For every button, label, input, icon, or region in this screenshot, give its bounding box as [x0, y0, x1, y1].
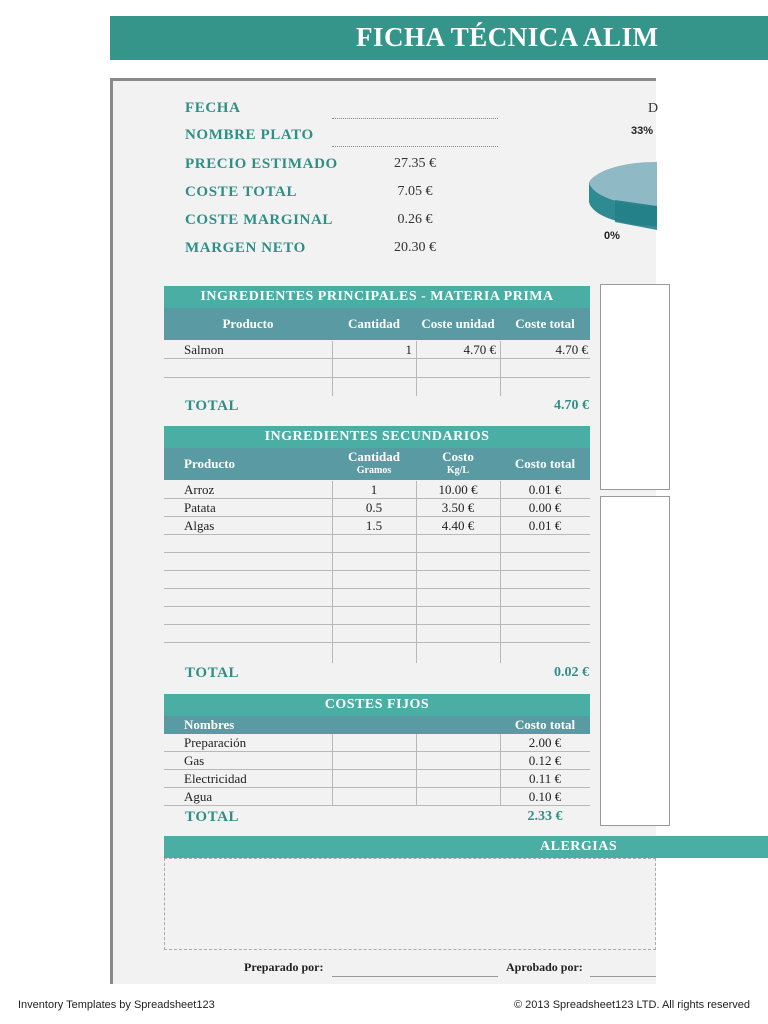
- table-row[interactable]: [164, 770, 590, 788]
- page-title: FICHA TÉCNICA ALIM: [356, 22, 659, 52]
- secundarios-total-value: 0.02 €: [554, 665, 589, 680]
- secundarios-col-costo-total: Costo total: [514, 456, 576, 471]
- cell-costo-total: 0.00 €: [528, 500, 562, 515]
- table-row[interactable]: [164, 535, 590, 553]
- footer-right: © 2013 Spreadsheet123 LTD. All rights reserved: [514, 999, 750, 1011]
- pie-chart: [585, 160, 657, 240]
- preparado-label: Preparado por:: [244, 960, 324, 974]
- alergias-field[interactable]: [164, 858, 656, 950]
- alergias-header: [164, 836, 768, 858]
- cell-costo-total: 0.11 €: [528, 771, 562, 786]
- precio-estimado-label: PRECIO ESTIMADO: [185, 156, 338, 172]
- fecha-field[interactable]: [332, 118, 498, 119]
- cell-producto: Salmon: [184, 342, 224, 357]
- table-row[interactable]: [164, 481, 590, 499]
- divider: [500, 481, 501, 663]
- secundarios-col-head: [164, 448, 590, 480]
- table-row[interactable]: [164, 571, 590, 589]
- coste-total-value: 7.05 €: [397, 184, 433, 199]
- table-row[interactable]: [164, 379, 590, 397]
- principales-total-label: TOTAL: [185, 398, 240, 414]
- divider: [416, 734, 417, 806]
- table-row[interactable]: [164, 752, 590, 770]
- cell-nombre: Gas: [184, 753, 205, 768]
- coste-marginal-label: COSTE MARGINAL: [185, 212, 333, 228]
- aprobado-label: Aprobado por:: [506, 960, 583, 974]
- table-row[interactable]: [164, 360, 590, 378]
- alergias-title: ALERGIAS: [540, 839, 618, 854]
- principales-total-value: 4.70 €: [554, 398, 589, 413]
- fijos-header: COSTES FIJOS: [164, 694, 590, 716]
- cell-costo-total: 2.00 €: [528, 735, 562, 750]
- aprobado-field[interactable]: [590, 976, 656, 977]
- principales-col-cantidad: Cantidad: [347, 316, 401, 331]
- cell-costo-total: 0.10 €: [528, 789, 562, 804]
- pie-label-0: 0%: [604, 230, 620, 242]
- table-row[interactable]: [164, 788, 590, 806]
- margen-neto-value: 20.30 €: [394, 240, 436, 255]
- cell-costo-total: 0.01 €: [528, 518, 562, 533]
- cell-coste-total: 4.70 €: [555, 342, 588, 357]
- table-row[interactable]: [164, 625, 590, 643]
- nombre-plato-label: NOMBRE PLATO: [185, 127, 314, 143]
- divider: [416, 481, 417, 663]
- cell-costo: 10.00 €: [438, 482, 478, 497]
- secundarios-col-producto: Producto: [184, 456, 236, 471]
- secundarios-col-cantidad: Cantidad: [347, 449, 401, 464]
- table-row[interactable]: [164, 589, 590, 607]
- divider: [500, 734, 501, 806]
- fijos-total-label: TOTAL: [185, 809, 240, 825]
- cell-nombre: Preparación: [184, 735, 247, 750]
- cell-nombre: Agua: [184, 789, 213, 804]
- side-box-bottom: [600, 496, 670, 826]
- fecha-label: FECHA: [185, 100, 241, 116]
- secundarios-col-costo: Costo: [442, 449, 474, 464]
- principales-col-head: [164, 308, 590, 340]
- margen-neto-label: MARGEN NETO: [185, 240, 306, 256]
- cell-costo: 3.50 €: [441, 500, 475, 515]
- cell-producto: Patata: [184, 500, 216, 515]
- fijos-total-value: 2.33 €: [527, 809, 563, 824]
- table-row[interactable]: [164, 341, 590, 359]
- principales-header: INGREDIENTES PRINCIPALES - MATERIA PRIMA: [164, 286, 590, 308]
- coste-marginal-value: 0.26 €: [397, 212, 433, 227]
- divider: [416, 341, 417, 396]
- secundarios-col-cantidad-sub: Gramos: [356, 465, 392, 476]
- secundarios-col-costo-sub: Kg/L: [446, 465, 470, 476]
- fijos-col-costo-total: Costo total: [514, 717, 576, 732]
- footer-left: Inventory Templates by Spreadsheet123: [18, 999, 215, 1011]
- secundarios-total-label: TOTAL: [185, 665, 240, 681]
- secundarios-header: INGREDIENTES SECUNDARIOS: [164, 426, 590, 448]
- divider: [332, 734, 333, 806]
- fijos-col-head: [164, 716, 590, 734]
- nombre-plato-field[interactable]: [332, 146, 498, 147]
- preparado-field[interactable]: [332, 976, 498, 977]
- cell-costo-total: 0.01 €: [528, 482, 562, 497]
- cell-costo-total: 0.12 €: [528, 753, 562, 768]
- table-row[interactable]: [164, 607, 590, 625]
- divider: [332, 481, 333, 663]
- cell-cantidad: 1: [405, 342, 412, 357]
- cell-costo: 4.40 €: [441, 518, 475, 533]
- divider: [500, 341, 501, 396]
- table-row[interactable]: [164, 553, 590, 571]
- table-row[interactable]: [164, 643, 590, 661]
- fijos-col-nombres: Nombres: [184, 717, 235, 732]
- cell-cantidad: 1: [370, 482, 378, 497]
- principales-col-coste-unidad: Coste unidad: [421, 316, 495, 331]
- table-row[interactable]: [164, 499, 590, 517]
- principales-col-producto: Producto: [222, 316, 274, 331]
- pie-label-33: 33%: [631, 125, 654, 137]
- cell-cantidad: 0.5: [365, 500, 383, 515]
- coste-total-label: COSTE TOTAL: [185, 184, 298, 200]
- table-row[interactable]: [164, 517, 590, 535]
- cell-nombre: Electricidad: [184, 771, 247, 786]
- divider: [332, 341, 333, 396]
- side-box-top: [600, 284, 670, 490]
- cell-producto: Algas: [184, 518, 215, 533]
- cell-coste-unidad: 4.70 €: [463, 342, 496, 357]
- principales-col-coste-total: Coste total: [515, 316, 575, 331]
- cell-cantidad: 1.5: [365, 518, 383, 533]
- pie-header-fragment: D: [648, 101, 659, 116]
- cell-producto: Arroz: [184, 482, 215, 497]
- table-row[interactable]: [164, 734, 590, 752]
- precio-estimado-value: 27.35 €: [394, 156, 436, 171]
